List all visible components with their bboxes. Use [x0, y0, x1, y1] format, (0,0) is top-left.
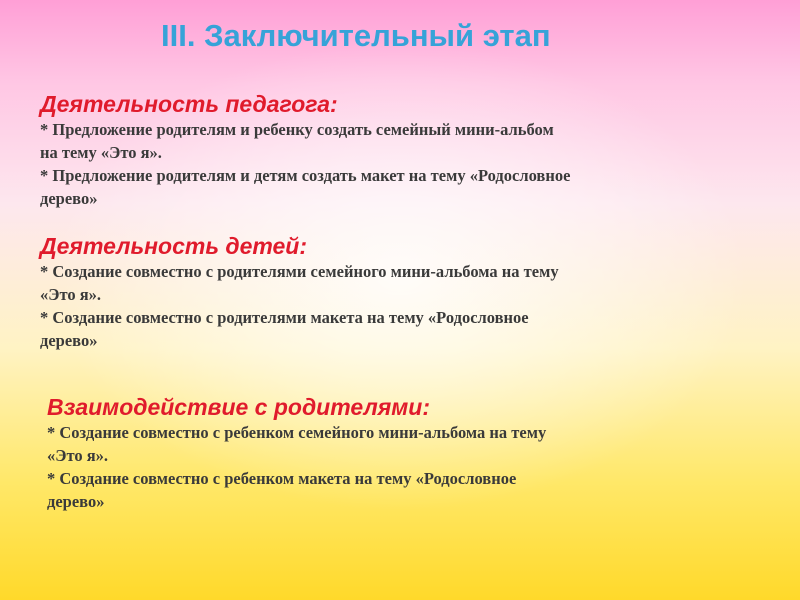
list-item-line: * Предложение родителям и ребенку создать семейный мини-альбом: [40, 120, 554, 139]
section-heading: Взаимодействие с родителями:: [47, 394, 431, 420]
list-item: [40, 118, 780, 164]
list-item-line: * Предложение родителям и детям создать макет на тему «Родословное: [40, 166, 571, 185]
slide-title: III. Заключительный этап: [161, 18, 551, 53]
list-item: [40, 260, 780, 306]
section-teacher-activity: [40, 90, 780, 210]
section-children-activity: [40, 232, 780, 352]
list-item-line: дерево»: [40, 331, 98, 350]
list-item-line: * Создание совместно с ребенком макета на тему «Родословное: [47, 469, 517, 488]
list-item: [47, 467, 787, 513]
section-heading: Деятельность педагога:: [40, 91, 338, 117]
list-item-line: «Это я».: [40, 285, 102, 304]
list-item-line: * Создание совместно с родителями макета на тему «Родословное: [40, 308, 529, 327]
list-item-line: * Создание совместно с родителями семейного мини-альбома на тему: [40, 262, 559, 281]
list-item-line: * Создание совместно с ребенком семейного мини-альбома на тему: [47, 423, 547, 442]
list-item-line: дерево»: [47, 492, 105, 511]
section-parent-interaction: [47, 393, 787, 513]
list-item-line: «Это я».: [47, 446, 109, 465]
list-item-line: на тему «Это я».: [40, 143, 162, 162]
list-item: [47, 421, 787, 467]
list-item: [40, 164, 780, 210]
list-item-line: дерево»: [40, 189, 98, 208]
section-heading: Деятельность детей:: [40, 233, 308, 259]
list-item: [40, 306, 780, 352]
